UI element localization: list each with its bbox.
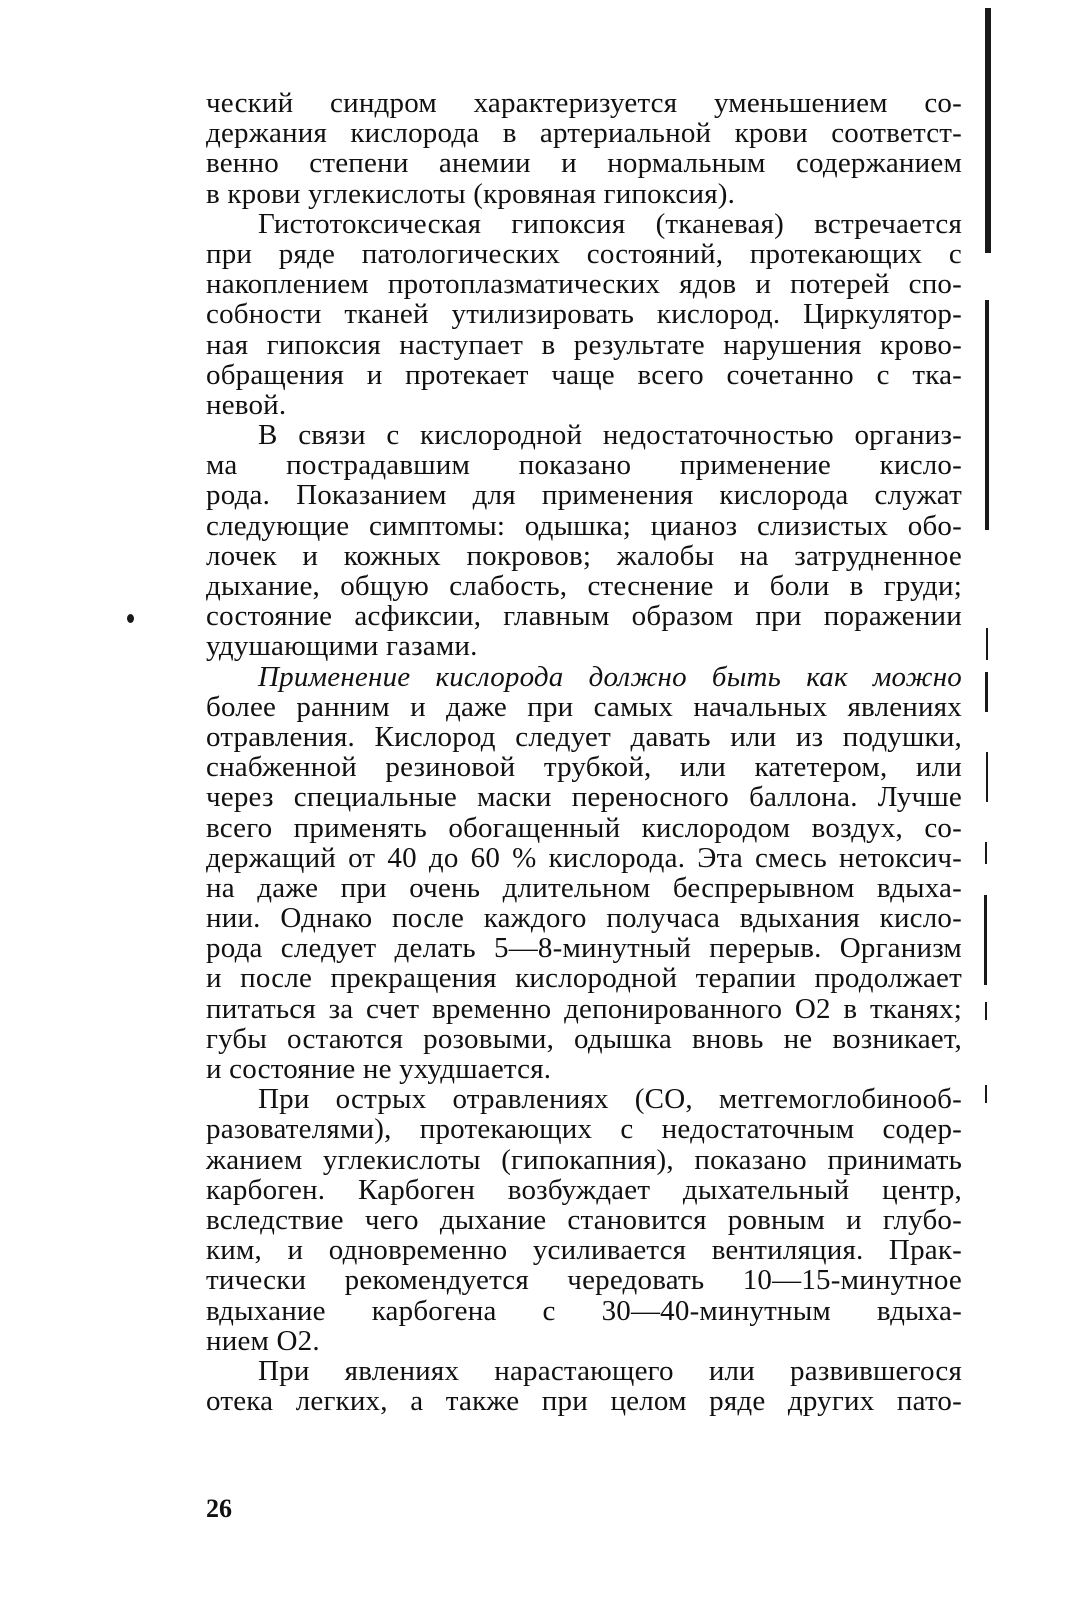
- text-line: следующие симптомы: одышка; цианоз слизистых обо-: [206, 509, 962, 542]
- scan-dot: [127, 614, 134, 623]
- text-line: нием O2.: [206, 1324, 320, 1357]
- text-line: состояние асфиксии, главным образом при поражении: [206, 600, 962, 633]
- text-line: нии. Однако после каждого получаса вдыхания кисло-: [206, 902, 962, 935]
- scan-edge-line: [984, 895, 987, 985]
- text-line: разователями), протекающих с недостаточным содер-: [206, 1113, 962, 1146]
- text-line: В связи с кислородной недостаточностью организ-: [258, 419, 962, 452]
- scan-edge-line: [985, 300, 989, 530]
- body-text: [206, 88, 962, 1416]
- text-line: всего применять обогащенный кислородом воздух, со-: [206, 811, 962, 844]
- text-line: более ранним и даже при самых начальных явлениях: [206, 690, 962, 723]
- text-line: рода. Показанием для применения кислорода служат: [206, 479, 962, 512]
- text-line: питаться за счет временно депонированного O2 в тканях;: [206, 992, 962, 1025]
- text-line: дыхание, общую слабость, стеснение и боли в груди;: [206, 570, 962, 602]
- text-line: держащий от 40 до 60 % кислорода. Эта смесь нетоксич-: [206, 841, 962, 874]
- scan-edge-line: [986, 752, 988, 802]
- text-line: Применение кислорода должно быть как можно: [258, 660, 962, 693]
- text-line: снабженной резиновой трубкой, или катетером, или: [206, 751, 962, 784]
- text-line: губы остаются розовыми, одышка вновь не возникает,: [206, 1022, 962, 1055]
- text-line: жанием углекислоты (гипокапния), показано принимать: [206, 1143, 962, 1176]
- text-line: ким, и одновременно усиливается вентиляция. Прак-: [206, 1234, 962, 1267]
- text-line: на даже при очень длительном беспрерывном вдыха-: [206, 871, 962, 904]
- text-line: тически рекомендуется чередовать 10—15-минутное: [206, 1264, 962, 1297]
- text-line: лочек и кожных покровов; жалобы на затрудненное: [206, 539, 962, 572]
- text-line: При острых отравлениях (СО, метгемоглобинооб-: [258, 1083, 962, 1116]
- text-line: невой.: [206, 388, 287, 421]
- text-line: отравления. Кислород следует давать или из подушки,: [206, 720, 962, 753]
- scan-edge-line: [985, 1085, 987, 1103]
- text-line: и состояние не ухудшается.: [206, 1053, 552, 1085]
- text-line: вследствие чего дыхание становится ровным и глубо-: [206, 1203, 962, 1236]
- scan-edge-line: [985, 8, 991, 253]
- text-line: ческий синдром характеризуется уменьшением со-: [206, 87, 962, 119]
- text-line: вдыхание карбогена с 30—40-минутным вдыха-: [206, 1294, 962, 1327]
- scan-edge-line: [985, 1002, 987, 1020]
- text-line: накоплением протоплазматических ядов и потерей спо-: [206, 268, 962, 301]
- text-line: обращения и протекает чаще всего сочетанно с тка-: [206, 358, 962, 391]
- text-line: и после прекращения кислородной терапии продолжает: [206, 962, 962, 995]
- page-number: 26: [206, 1494, 232, 1523]
- text-line: через специальные маски переносного баллона. Лучше: [206, 781, 962, 814]
- text-line: в крови углекислоты (кровяная гипоксия).: [206, 177, 736, 210]
- text-line: венно степени анемии и нормальным содержанием: [206, 147, 962, 180]
- text-line: ная гипоксия наступает в результате нарушения крово-: [206, 328, 962, 361]
- text-line: ма пострадавшим показано применение кисло-: [206, 449, 962, 482]
- text-line: собности тканей утилизировать кислород. Циркулятор-: [206, 298, 962, 331]
- text-line: держания кислорода в артериальной крови соответст-: [206, 117, 962, 150]
- text-line: при ряде патологических состояний, протекающих с: [206, 237, 962, 270]
- scan-edge-line: [986, 628, 988, 660]
- text-line: рода следует делать 5—8-минутный перерыв. Организм: [206, 932, 962, 965]
- text-line: Гистотоксическая гипоксия (тканевая) встречается: [258, 207, 962, 240]
- scan-edge-line: [985, 842, 987, 864]
- scan-edge-line: [985, 672, 988, 712]
- text-line: отека легких, а также при целом ряде других пато-: [206, 1385, 962, 1418]
- text-line: удушающими газами.: [206, 630, 478, 663]
- text-line: карбоген. Карбоген возбуждает дыхательный центр,: [206, 1173, 962, 1206]
- text-line: При явлениях нарастающего или развившегося: [258, 1354, 962, 1387]
